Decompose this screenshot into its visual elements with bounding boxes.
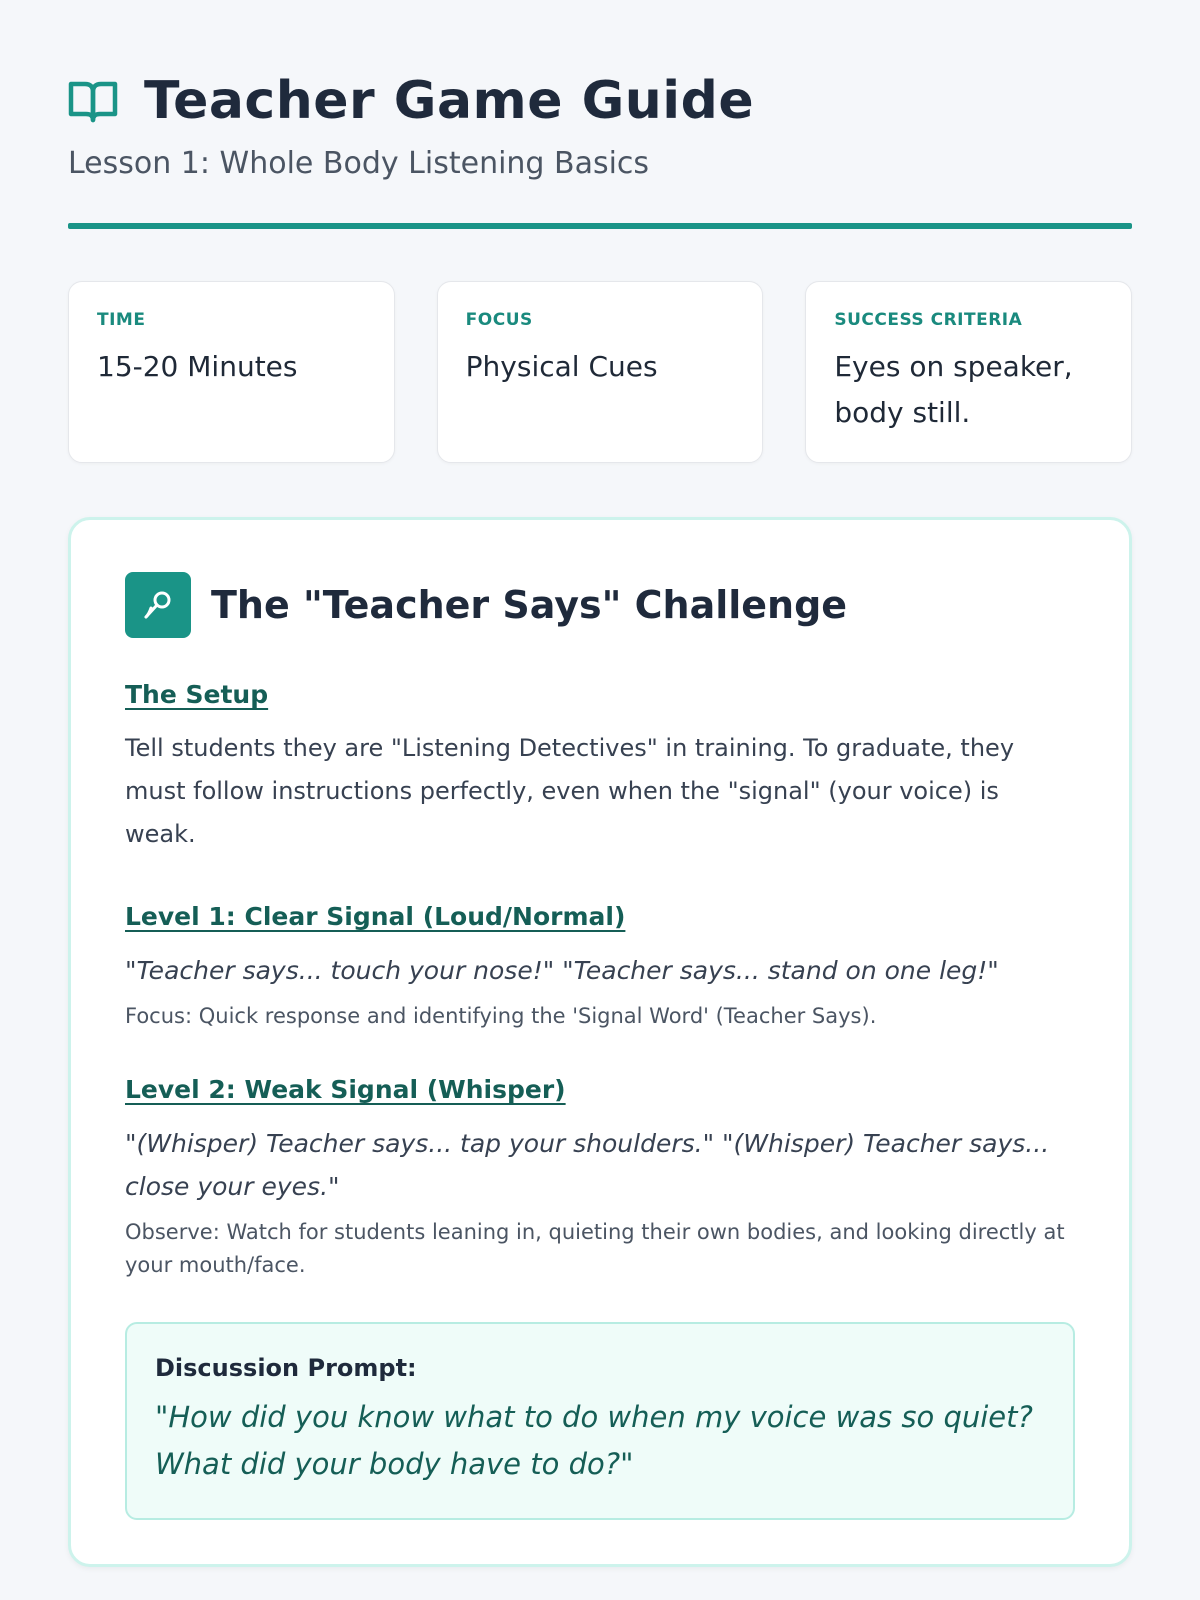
book-open-icon — [68, 76, 118, 126]
level1-heading: Level 1: Clear Signal (Loud/Normal) — [125, 902, 626, 931]
prompt-label: Discussion Prompt: — [155, 1354, 417, 1382]
header-divider — [68, 223, 1132, 229]
stat-label: SUCCESS CRITERIA — [834, 310, 1023, 330]
discussion-prompt-box — [125, 1322, 1075, 1520]
card-header — [125, 572, 1075, 638]
stat-label: TIME — [97, 310, 146, 330]
stat-card-success-criteria — [805, 281, 1132, 463]
stat-value: Eyes on speaker, body still. — [834, 350, 1073, 429]
header — [68, 0, 1132, 229]
level2-quote: "(Whisper) Teacher says... tap your shoulders." "(Whisper) Teacher says... close your eyes." — [125, 1129, 1050, 1201]
setup-text: Tell students they are "Listening Detectives" in training. To graduate, they must follow instructions perfectly, even when the "signal" (your voice) is weak. — [125, 734, 1015, 848]
stat-value: 15-20 Minutes — [97, 350, 298, 383]
setup-heading: The Setup — [125, 680, 269, 709]
stat-value: Physical Cues — [465, 350, 658, 383]
level1-quote: "Teacher says... touch your nose!" "Teacher says... stand on one leg!" — [125, 956, 999, 985]
page-subtitle: Lesson 1: Whole Body Listening Basics — [68, 146, 650, 181]
level2-heading: Level 2: Weak Signal (Whisper) — [125, 1075, 566, 1104]
game-card — [68, 517, 1132, 1567]
stats-row — [68, 281, 1132, 463]
page-title: Teacher Game Guide — [144, 71, 755, 131]
title-row — [68, 68, 1132, 134]
level2-note: Observe: Watch for students leaning in, quieting their own bodies, and looking directly at your mouth/face. — [125, 1220, 1065, 1277]
stat-card-time — [68, 281, 395, 463]
level1-note: Focus: Quick response and identifying the 'Signal Word' (Teacher Says). — [125, 1004, 877, 1028]
stat-label: FOCUS — [465, 310, 533, 330]
stat-card-focus — [437, 281, 764, 463]
microphone-icon — [125, 572, 191, 638]
card-title: The "Teacher Says" Challenge — [211, 583, 848, 627]
prompt-text: "How did you know what to do when my voice was so quiet? What did your body have to do?" — [155, 1400, 1033, 1481]
